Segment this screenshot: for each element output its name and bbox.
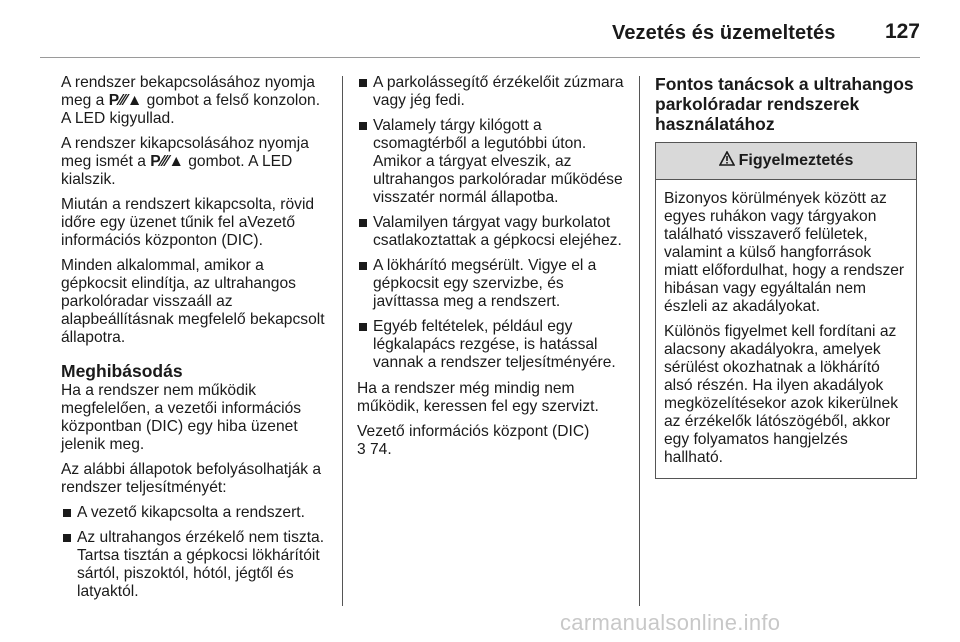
section-heading-fault: Meghibásodás bbox=[61, 361, 183, 381]
paragraph-turn-on: A rendszer bekapcsolásához nyomja meg a P⁄⁄⁄▲ gombot a felső konzolon. A LED kigyullad. bbox=[61, 74, 321, 127]
warning-triangle-icon bbox=[719, 151, 735, 171]
warning-header bbox=[656, 143, 916, 180]
column-divider-2 bbox=[639, 76, 640, 606]
list-item: Egyéb feltételek, például egy légkalapács rezgése, is hatással vannak a rendszer teljesítményére. bbox=[357, 318, 625, 372]
paragraph-service: Ha a rendszer még mindig nem működik, keressen fel egy szervizt. bbox=[357, 380, 599, 415]
column-2 bbox=[357, 74, 625, 466]
paragraph-turn-off: A rendszer kikapcsolásához nyomja meg ismét a P⁄⁄⁄▲ gombot. A LED kialszik. bbox=[61, 135, 309, 188]
column-divider-1 bbox=[342, 76, 343, 606]
bullet-list bbox=[61, 504, 327, 601]
watermark: carmanualsonline.info bbox=[560, 610, 781, 635]
warning-title: Figyelmeztetés bbox=[738, 152, 854, 169]
paragraph-default: Minden alkalommal, amikor a gépkocsit elindítja, az ultrahangos parkolóradar visszaáll az alapbeállításnak megfelelő bekapcsolt állapotra. bbox=[61, 257, 325, 346]
paragraph-reference: Vezető információs központ (DIC) 3 74. bbox=[357, 423, 590, 458]
paragraph-fault: Ha a rendszer nem működik megfelelően, a vezetői információs központban (DIC) egy hiba üzenet jelenik meg. bbox=[61, 382, 302, 453]
column-3 bbox=[655, 74, 920, 479]
park-assist-button-icon: P⁄⁄⁄▲ bbox=[150, 153, 184, 170]
warning-paragraph: Bizonyos körülmények között az egyes ruhákon vagy tárgyakon található visszaverő felületek, valamint a külső hangforrások miatt előfordulhat, hogy a rendszer hibásan vagy egyáltalán nem észleli az akadályokat. bbox=[664, 190, 905, 315]
column-1 bbox=[61, 74, 327, 609]
page-reference-link[interactable]: 3 74. bbox=[357, 441, 392, 458]
list-item: Az ultrahangos érzékelő nem tiszta. Tartsa tisztán a gépkocsi lökhárítóit sártól, piszoktól, hótól, jégtől és latyaktól. bbox=[61, 529, 327, 601]
list-item: A lökhárító megsérült. Vigye el a gépkocsit egy szervizbe, és javíttassa meg a rendszert. bbox=[357, 257, 625, 311]
paragraph-conditions: Az alábbi állapotok befolyásolhatják a rendszer teljesítményét: bbox=[61, 461, 322, 496]
section-heading-tips: Fontos tanácsok a ultrahangos parkolóradar rendszerek használatához bbox=[655, 74, 914, 134]
park-assist-button-icon: P⁄⁄⁄▲ bbox=[108, 92, 143, 109]
list-item: Valamilyen tárgyat vagy burkolatot csatlakoztattak a gépkocsi elejéhez. bbox=[357, 214, 625, 250]
warning-body bbox=[656, 180, 916, 478]
page-number: 127 bbox=[884, 20, 920, 43]
bullet-list bbox=[357, 74, 625, 372]
warning-paragraph: Különös figyelmet kell fordítani az alacsony akadályokra, amelyek sérülést okozhatnak a lökhárító alsó részén. Ha ilyen akadályok megközelítésekor azok kikerülnek az érzékelők látószögéből, akkor egy folyamatos hangjelzés hallható. bbox=[664, 323, 899, 466]
paragraph-message: Miután a rendszert kikapcsolta, rövid időre egy üzenet tűnik fel aVezető információs központon (DIC). bbox=[61, 196, 315, 249]
header-rule bbox=[40, 57, 920, 58]
list-item: A parkolássegítő érzékelőit zúzmara vagy jég fedi. bbox=[357, 74, 625, 110]
list-item: A vezető kikapcsolta a rendszert. bbox=[61, 504, 327, 522]
page-header-title: Vezetés és üzemeltetés bbox=[612, 22, 836, 44]
warning-box bbox=[655, 142, 917, 479]
list-item: Valamely tárgy kilógott a csomagtérből a legutóbbi úton. Amikor a tárgyat elveszik, az ultrahangos parkolóradar működése visszatér normál állapotba. bbox=[357, 117, 625, 207]
